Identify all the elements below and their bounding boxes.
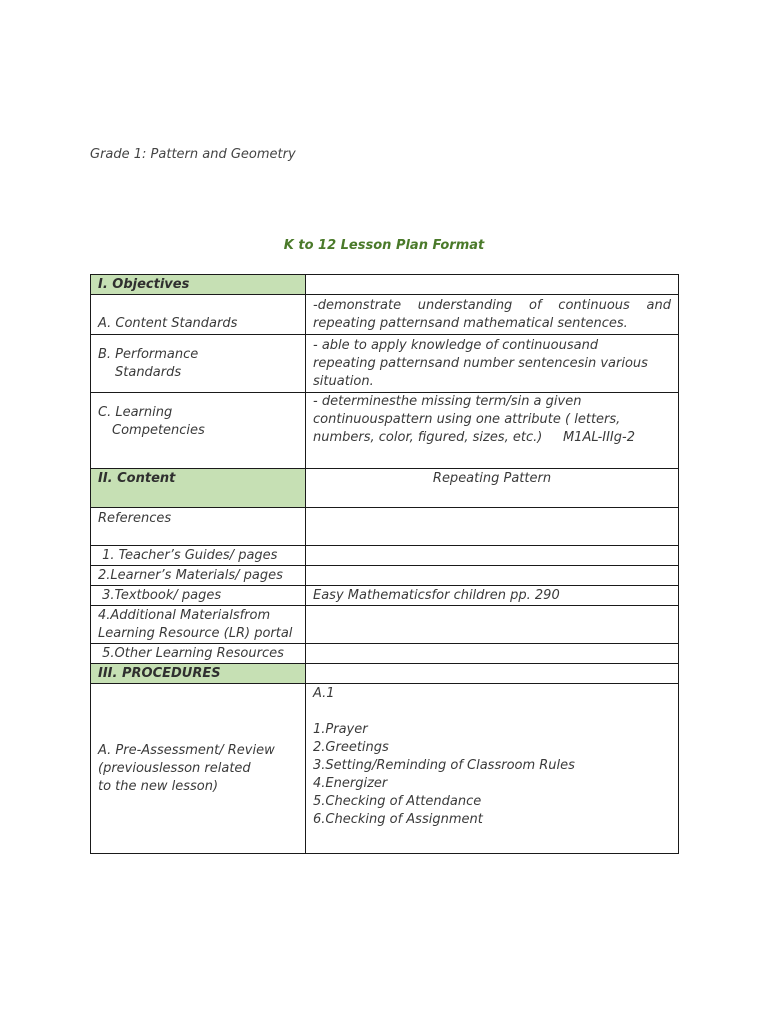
document-title: K to 12 Lesson Plan Format bbox=[283, 238, 485, 253]
objectives-row bbox=[91, 275, 679, 295]
performance-standards-line-1: - able to apply knowledge of continuousand bbox=[313, 337, 599, 353]
reference-row-other-resources bbox=[91, 644, 679, 664]
pre-assessment-label-3: to the new lesson) bbox=[98, 778, 219, 794]
objectives-heading: I. Objectives bbox=[91, 275, 306, 295]
pre-assessment-step: 4.Energizer bbox=[313, 776, 388, 791]
reference-value-textbook: Easy Mathematicsfor children pp. 290 bbox=[306, 586, 679, 606]
reference-value-additional-materials bbox=[306, 606, 679, 644]
learning-competencies-line-3: numbers, color, figured, sizes, etc.) M1AL-IIIg-2 bbox=[313, 430, 635, 445]
pre-assessment-step: 1.Prayer bbox=[313, 722, 368, 737]
references-label: References bbox=[91, 508, 306, 546]
pre-assessment-step: 6.Checking of Assignment bbox=[313, 812, 483, 827]
references-empty-cell bbox=[306, 508, 679, 546]
content-row bbox=[91, 469, 679, 508]
pre-assessment-value bbox=[306, 684, 679, 854]
pre-assessment-label-1: A. Pre-Assessment/ Review bbox=[98, 742, 275, 758]
pre-assessment-section: A.1 bbox=[313, 686, 335, 701]
performance-standards-label-2: Standards bbox=[115, 364, 182, 380]
reference-value-teachers-guides bbox=[306, 546, 679, 566]
learning-competencies-row bbox=[91, 393, 679, 469]
content-value: Repeating Pattern bbox=[306, 469, 679, 508]
pre-assessment-label bbox=[91, 684, 306, 854]
pre-assessment-row bbox=[91, 684, 679, 854]
performance-standards-label-1: B. Performance bbox=[98, 346, 199, 362]
pre-assessment-step: 5.Checking of Attendance bbox=[313, 794, 482, 809]
references-row bbox=[91, 508, 679, 546]
learning-competencies-line-2: continuouspattern using one attribute ( letters, bbox=[313, 412, 621, 427]
reference-label-learners-materials: 2.Learner’s Materials/ pages bbox=[91, 566, 306, 586]
reference-label-textbook: 3.Textbook/ pages bbox=[91, 586, 306, 606]
learning-competencies-label-1: C. Learning bbox=[98, 404, 173, 420]
lesson-plan-table bbox=[90, 274, 679, 854]
content-standards-label: A. Content Standards bbox=[91, 295, 306, 335]
reference-label-additional-materials bbox=[91, 606, 306, 644]
learning-competencies-line-1: - determinesthe missing term/sin a given bbox=[313, 394, 582, 409]
procedures-heading: III. PROCEDURES bbox=[91, 664, 306, 684]
content-standards-line-1: -demonstrate understanding of continuous and bbox=[313, 297, 671, 313]
reference-label-teachers-guides: 1. Teacher’s Guides/ pages bbox=[91, 546, 306, 566]
reference-value-learners-materials bbox=[306, 566, 679, 586]
content-standards-value bbox=[306, 295, 679, 335]
learning-competencies-label bbox=[91, 393, 306, 469]
pre-assessment-step: 3.Setting/Reminding of Classroom Rules bbox=[313, 758, 575, 773]
performance-standards-line-2: repeating patternsand number sentencesin various bbox=[313, 355, 648, 371]
performance-standards-row bbox=[91, 335, 679, 393]
procedures-empty-cell bbox=[306, 664, 679, 684]
performance-standards-value bbox=[306, 335, 679, 393]
reference-row-teachers-guides bbox=[91, 546, 679, 566]
objectives-empty-cell bbox=[306, 275, 679, 295]
pre-assessment-step: 2.Greetings bbox=[313, 740, 389, 755]
reference-label-other-resources: 5.Other Learning Resources bbox=[91, 644, 306, 664]
content-heading: II. Content bbox=[91, 469, 306, 508]
performance-standards-label bbox=[91, 335, 306, 393]
reference-row-textbook bbox=[91, 586, 679, 606]
pre-assessment-label-2: (previouslesson related bbox=[98, 760, 251, 776]
reference-row-learners-materials bbox=[91, 566, 679, 586]
reference-value-other-resources bbox=[306, 644, 679, 664]
reference-label-additional-materials-1: 4.Additional Materialsfrom bbox=[98, 607, 271, 623]
reference-row-additional-materials bbox=[91, 606, 679, 644]
learning-competencies-value bbox=[306, 393, 679, 469]
page-header: Grade 1: Pattern and Geometry bbox=[90, 147, 296, 162]
performance-standards-line-3: situation. bbox=[313, 373, 374, 389]
learning-competencies-label-2: Competencies bbox=[112, 422, 205, 438]
reference-label-additional-materials-2: Learning Resource (LR) portal bbox=[98, 625, 293, 641]
content-standards-row bbox=[91, 295, 679, 335]
procedures-row bbox=[91, 664, 679, 684]
content-standards-line-2: repeating patternsand mathematical sentences. bbox=[313, 315, 628, 331]
